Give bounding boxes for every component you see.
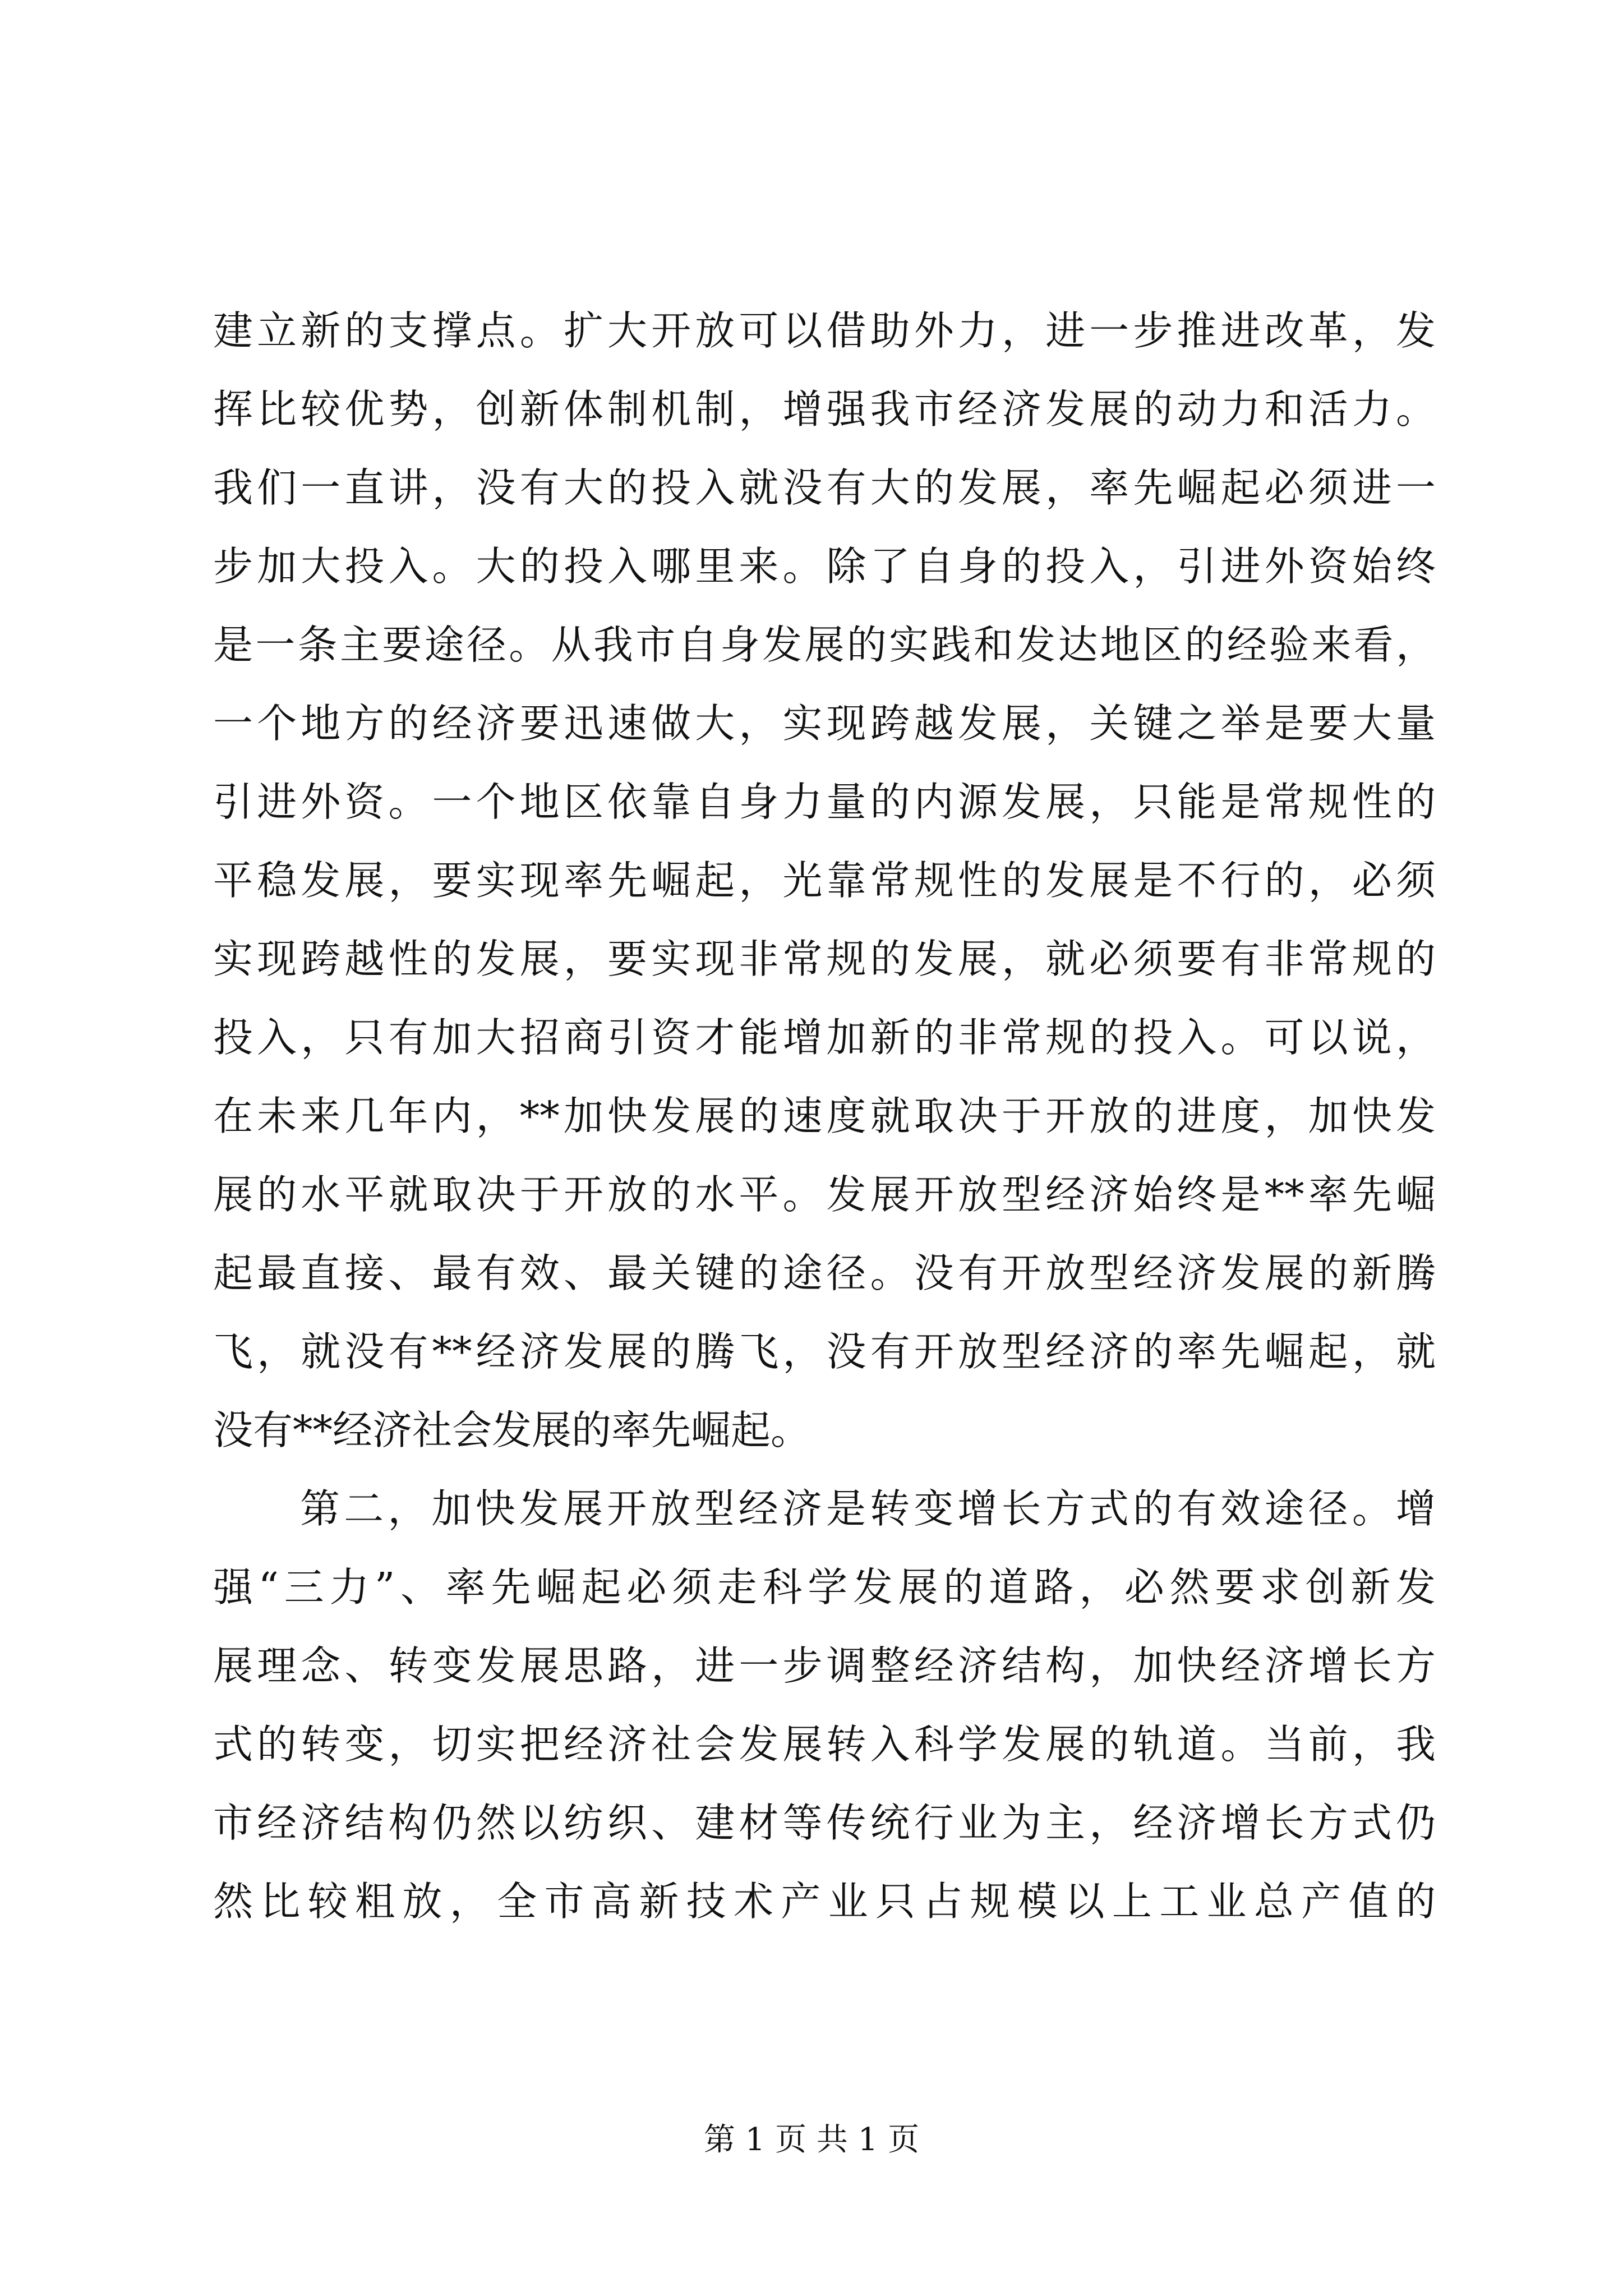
text-line: 展的水平就取决于开放的水平。发展开放型经济始终是**率先崛 <box>213 1171 1436 1218</box>
text-line: 飞，就没有**经济发展的腾飞，没有开放型经济的率先崛起，就 <box>213 1328 1436 1375</box>
text-line: 我们一直讲，没有大的投入就没有大的发展，率先崛起必须进一 <box>213 464 1436 511</box>
text-line: 步加大投入。大的投入哪里来。除了自身的投入，引进外资始终 <box>213 543 1436 590</box>
text-line: 式的转变，切实把经济社会发展转入科学发展的轨道。当前，我 <box>213 1721 1436 1768</box>
text-line: 投入，只有加大招商引资才能增加新的非常规的投入。可以说， <box>213 1014 1436 1061</box>
text-line: 然比较粗放，全市高新技术产业只占规模以上工业总产值的 <box>213 1878 1436 1925</box>
text-line: 强“三力”、率先崛起必须走科学发展的道路，必然要求创新发 <box>213 1564 1436 1611</box>
text-line: 平稳发展，要实现率先崛起，光靠常规性的发展是不行的，必须 <box>213 857 1436 904</box>
text-line: 一个地方的经济要迅速做大，实现跨越发展，关键之举是要大量 <box>213 700 1436 747</box>
text-line: 展理念、转变发展思路，进一步调整经济结构，加快经济增长方 <box>213 1642 1436 1689</box>
text-line: 是一条主要途径。从我市自身发展的实践和发达地区的经验来看， <box>213 622 1436 668</box>
text-line: 引进外资。一个地区依靠自身力量的内源发展，只能是常规性的 <box>213 779 1436 825</box>
text-line: 市经济结构仍然以纺织、建材等传统行业为主，经济增长方式仍 <box>213 1800 1436 1846</box>
text-line: 建立新的支撑点。扩大开放可以借助外力，进一步推进改革，发 <box>213 307 1436 354</box>
text-line: 没有**经济社会发展的率先崛起。 <box>213 1407 811 1453</box>
text-line: 实现跨越性的发展，要实现非常规的发展，就必须要有非常规的 <box>213 936 1436 982</box>
text-line: 挥比较优势，创新体制机制，增强我市经济发展的动力和活力。 <box>213 386 1436 432</box>
text-line: 在未来几年内，**加快发展的速度就取决于开放的进度，加快发 <box>213 1093 1436 1139</box>
text-line: 起最直接、最有效、最关键的途径。没有开放型经济发展的新腾 <box>213 1250 1436 1296</box>
text-line: 第二，加快发展开放型经济是转变增长方式的有效途径。增 <box>300 1485 1436 1532</box>
page-number: 第 1 页 共 1 页 <box>703 2122 920 2158</box>
